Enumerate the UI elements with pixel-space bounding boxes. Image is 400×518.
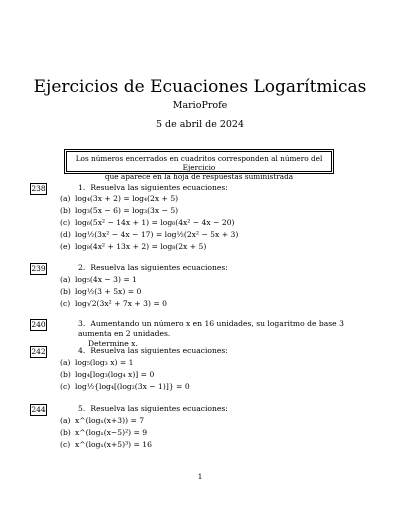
notice-line-1: Los números encerrados en cuadritos corresponden al número del Ejercicio — [75, 154, 323, 172]
notice-inner-box — [66, 151, 332, 181]
problem-statement — [78, 183, 368, 193]
list-item: (b) x^(logₓ(x−5)²) = 9 — [60, 428, 148, 437]
list-item: (a) log₅(4x − 3) = 1 — [60, 275, 137, 284]
problem-number: 5. — [78, 404, 86, 413]
document-author: MarioProfe — [172, 100, 228, 111]
exercise-number-box: 242 — [31, 347, 46, 356]
problem-statement — [78, 263, 368, 273]
page-number: 1 — [197, 472, 203, 481]
list-item: (c) log₆(5x² − 14x + 1) = log₆(4x² − 4x − 20) — [60, 218, 235, 227]
problem-2-items — [60, 274, 340, 310]
problem-number: 4. — [78, 346, 86, 355]
problem-statement — [78, 319, 368, 349]
problem-text: Resuelva las siguientes ecuaciones: — [90, 346, 228, 355]
problem-number: 2. — [78, 263, 86, 272]
list-item: (e) log₈(4x² + 13x + 2) = log₈(2x + 5) — [60, 242, 207, 251]
document-title: Ejercicios de Ecuaciones Logarítmicas — [33, 77, 367, 97]
list-item: (a) x^(logₓ(x+3)) = 7 — [60, 416, 145, 425]
problem-5-items — [60, 415, 340, 451]
list-item: (d) log½(3x² − 4x − 17) = log½(2x² − 5x + 3) — [60, 230, 239, 239]
list-item: (c) log√2(3x² + 7x + 3) = 0 — [60, 299, 167, 308]
document-date: 5 de abril de 2024 — [155, 119, 245, 130]
exercise-number-box: 239 — [31, 264, 46, 273]
exercise-number-box: 244 — [31, 405, 46, 414]
list-item: (b) log½(3 + 5x) = 0 — [60, 287, 142, 296]
problem-text: Resuelva las siguientes ecuaciones: — [90, 404, 228, 413]
problem-text: Resuelva las siguientes ecuaciones: — [90, 263, 228, 272]
problem-number: 3. — [78, 319, 86, 328]
list-item: (a) log₅(log₃ x) = 1 — [60, 358, 134, 367]
problem-number: 1. — [78, 183, 86, 192]
problem-1-items — [60, 193, 340, 253]
list-item: (c) x^(logₓ(x+5)³) = 16 — [60, 440, 152, 449]
exercise-number-box: 238 — [31, 184, 46, 193]
notice-box — [64, 149, 334, 181]
list-item: (b) log₃(5x − 6) = log₃(3x − 5) — [60, 206, 179, 215]
list-item: (b) log₄[log₃(log₄ x)] = 0 — [60, 370, 155, 379]
exercise-number-box: 240 — [31, 320, 46, 329]
problem-text: Aumentando un número x en 16 unidades, su logaritmo de base 3 aumenta en 2 unidades. — [78, 319, 344, 338]
list-item: (c) log½{log₄[(log₂(3x − 1)]} = 0 — [60, 382, 190, 391]
problem-text: Resuelva las siguientes ecuaciones: — [90, 183, 228, 192]
problem-4-items — [60, 357, 340, 393]
list-item: (a) log₄(3x + 2) = log₄(2x + 5) — [60, 194, 179, 203]
notice-line-2: que aparece en la hoja de respuestas suministrada — [104, 172, 294, 181]
problem-statement — [78, 404, 368, 414]
problem-statement — [78, 346, 368, 356]
problem-text-continuation: Determine x. — [88, 339, 138, 348]
